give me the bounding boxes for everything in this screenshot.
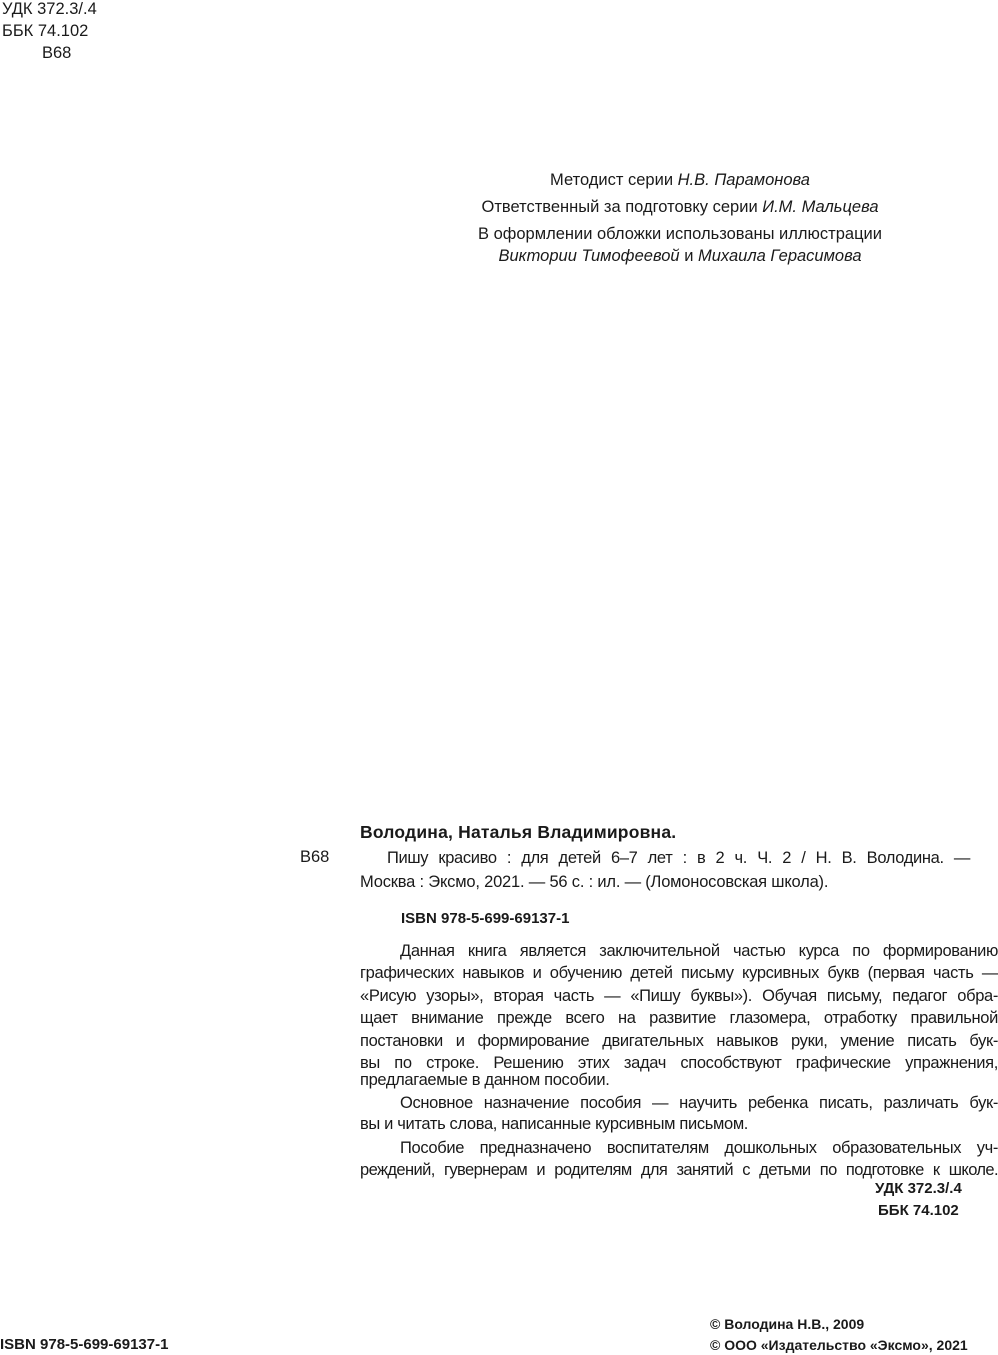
illustrations-label: В оформлении обложки использованы иллюстрации	[478, 225, 882, 243]
methodist-line	[440, 170, 920, 197]
author-mark: В68	[42, 44, 72, 62]
annotation-udk: УДК 372.3/.4	[875, 1180, 962, 1197]
annotation-line: графических навыков и обучению детей письму курсивных букв (первая часть —	[360, 964, 998, 982]
credits	[440, 170, 920, 273]
illustrators-line	[440, 246, 920, 273]
annotation-line: Данная книга является заключительной частью курса по формированию	[400, 942, 998, 960]
annotation-line: Пособие предназначено воспитателям дошкольных образовательных уч-	[400, 1139, 998, 1157]
annotation-line: вы и читать слова, написанные курсивным письмом.	[360, 1115, 749, 1133]
catalog-title-line-2: Москва : Эксмо, 2021. — 56 с. : ил. — (Ломоносовская школа).	[360, 873, 829, 891]
annotation-bbk: ББК 74.102	[878, 1202, 959, 1219]
annotation-line: щает внимание прежде всего на развитие глазомера, отработку правильной	[360, 1009, 998, 1027]
bbk-code: ББК 74.102	[2, 22, 89, 40]
conjunction: и	[684, 247, 694, 265]
header-codes	[2, 0, 97, 64]
illustrator-2: Михаила Герасимова	[698, 247, 862, 265]
annotation-line: «Рисую узоры», вторая часть — «Пишу буквы»). Обучая письму, педагог обра-	[360, 987, 998, 1005]
catalog-title-line-1: Пишу красиво : для детей 6–7 лет : в 2 ч. Ч. 2 / Н. В. Володина. —	[387, 849, 970, 867]
responsible-line	[440, 197, 920, 224]
methodist-name: Н.В. Парамонова	[677, 171, 810, 189]
responsible-label: Ответственный за подготовку серии	[481, 198, 758, 216]
catalog-isbn: ISBN 978-5-699-69137-1	[401, 910, 570, 927]
annotation-line: вы по строке. Решению этих задач способствуют графические упражнения,	[360, 1054, 998, 1072]
methodist-label: Методист серии	[550, 171, 674, 189]
copyright-author: © Володина Н.В., 2009	[710, 1316, 865, 1332]
catalog-mark: В68	[300, 848, 330, 866]
illustrator-1: Виктории Тимофеевой	[498, 247, 680, 265]
annotation-line: реждений, гувернерам и родителям для занятий с детьми по подготовке к школе.	[360, 1161, 998, 1179]
annotation-line: предлагаемые в данном пособии.	[360, 1071, 610, 1089]
annotation-line: постановки и формирование двигательных навыков руки, умение писать бук-	[360, 1032, 998, 1050]
footer-isbn: ISBN 978-5-699-69137-1	[0, 1336, 169, 1353]
annotation-line: Основное назначение пособия — научить ребенка писать, различать бук-	[400, 1094, 998, 1112]
udk-code: УДК 372.3/.4	[2, 0, 97, 18]
catalog-author: Володина, Наталья Владимировна.	[360, 822, 677, 842]
copyright-publisher: © ООО «Издательство «Эксмо», 2021	[710, 1337, 968, 1353]
responsible-name: И.М. Мальцева	[762, 198, 879, 216]
